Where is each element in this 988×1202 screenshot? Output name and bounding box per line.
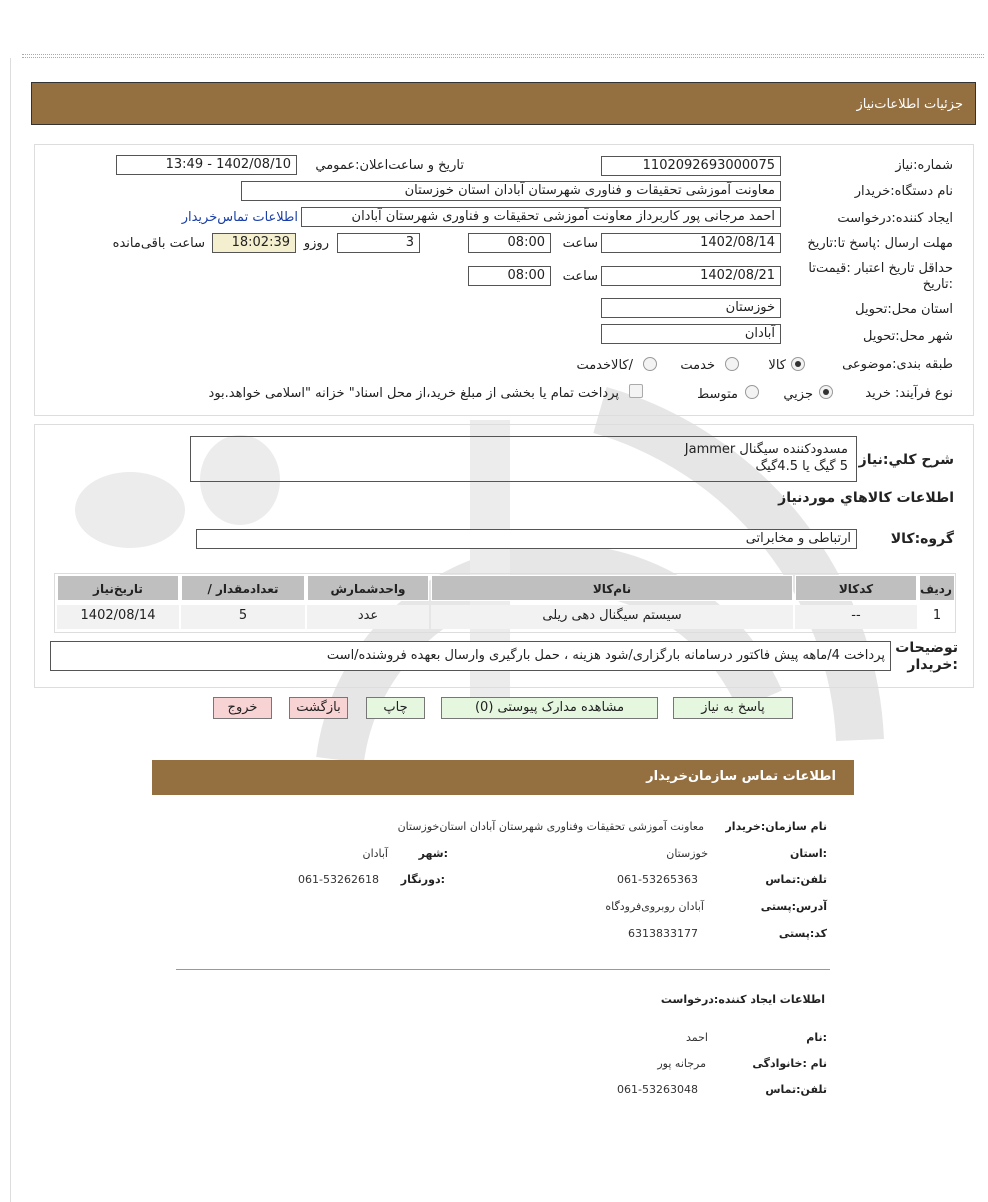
process-minor-radio[interactable] (819, 385, 833, 399)
buyer-notes-field: پرداخت 4/ماهه پیش فاکتور درسامانه بارگزاری/شود هزینه ، حمل بارگیری وارسال بعهده فروشنده/است (50, 641, 891, 671)
page-title: جزئیات اطلاعات‌نیاز (856, 97, 963, 112)
exit-button[interactable]: خروج (213, 697, 272, 719)
announce-date-field: 1402/08/10 - 13:49 (116, 155, 297, 175)
contact-address-label: آدرس:پستی (760, 900, 827, 913)
creator-label: ایجاد کننده:درخواست (837, 211, 953, 226)
summary-line-1: مسدودکننده سیگنال Jammer (684, 442, 848, 457)
need-number-field: 1102092693000075 (601, 156, 781, 176)
summary-line-2: 5 گیگ یا 4.5گیگ (755, 459, 848, 474)
category-service-radio[interactable] (725, 357, 739, 371)
validity-time-field: 08:00 (468, 266, 551, 286)
cell-row: 1 (919, 605, 955, 629)
col-header-date: تاریخ‌نیاز (57, 575, 179, 601)
days-field: 3 (337, 233, 420, 253)
goods-info-heading: اطلاعات کالاهاي مورد‌نیاز (778, 490, 954, 506)
category-goods-radio[interactable] (791, 357, 805, 371)
category-label: طبقه بندی:موضوعی (842, 357, 953, 372)
process-label: نوع فرآیند: خرید (865, 386, 953, 401)
col-header-code: کدکالا (795, 575, 917, 601)
buyer-notes-label: توضیحات :خریدار (895, 640, 958, 673)
contact-city-label: :شهر (418, 847, 448, 860)
deadline-time-label: ساعت (562, 236, 598, 251)
days-label: روزو (303, 236, 329, 251)
cell-quantity: 5 (181, 605, 305, 629)
summary-box (190, 436, 857, 482)
city-field: آبادان (601, 324, 781, 344)
process-medium-radio[interactable] (745, 385, 759, 399)
contact-phone-label: تلفن:تماس (765, 873, 827, 886)
deadline-time-field: 08:00 (468, 233, 551, 253)
col-header-row: ردیف (919, 575, 955, 601)
buyer-contact-title: اطلاعات تماس سازمان‌خریدار (646, 769, 836, 784)
creator-field: احمد مرجانی پور کاربرداز معاونت آموزشی تحقیقات و فناوری شهرستان آبادان (301, 207, 781, 227)
validity-label: حداقل تاریخ اعتبار :قیمت‌تا :تاریخ (808, 261, 953, 292)
creator-family-label: نام :خانوادگی (752, 1057, 827, 1070)
cell-code: -- (795, 605, 917, 629)
buyer-org-label: نام دستگاه:خریدار (854, 184, 953, 199)
creator-family-value: مرجانه پور (657, 1057, 706, 1070)
creator-name-label: :نام (806, 1031, 827, 1044)
left-border (10, 58, 11, 1202)
remaining-time-field: 18:02:39 (212, 233, 296, 253)
province-label: استان محل:تحویل (855, 302, 953, 317)
goods-group-label: گروه:کالا (890, 531, 954, 547)
creator-phone-label: تلفن:تماس (765, 1083, 827, 1096)
treasury-payment-checkbox[interactable] (629, 384, 643, 398)
province-field: خوزستان (601, 298, 781, 318)
summary-label: شرح کلي:نیاز (858, 452, 954, 468)
creator-name-value: احمد (686, 1031, 708, 1044)
category-goods-service-label: /کالاخدمت (576, 358, 633, 373)
contact-postal-label: کد:پستی (778, 927, 827, 940)
creator-phone-value: 061-53263048 (617, 1083, 698, 1096)
contact-postal-value: 6313833177 (628, 927, 698, 940)
city-label: شهر محل:تحویل (863, 329, 953, 344)
process-medium-label: متوسط (697, 387, 738, 402)
validity-time-label: ساعت (562, 269, 598, 284)
cell-unit: عدد (307, 605, 429, 629)
need-number-label: شماره:نیاز (895, 158, 953, 173)
contact-province-label: :استان (790, 847, 827, 860)
creator-section-title: اطلاعات ایجاد کننده:درخواست (660, 993, 825, 1006)
buyer-contact-header (152, 760, 854, 795)
back-button[interactable]: بازگشت (289, 697, 348, 719)
category-goods-label: کالا (768, 358, 786, 373)
org-name-label: نام سازمان:خریدار (725, 820, 827, 833)
col-header-unit: واحدشمارش (307, 575, 429, 601)
page-header (31, 82, 976, 125)
category-goods-service-radio[interactable] (643, 357, 657, 371)
contact-phone-value: 061-53265363 (617, 873, 698, 886)
col-header-quantity: / تعدادمقدار (181, 575, 305, 601)
remaining-time-label: ساعت باقی‌مانده (112, 236, 205, 251)
contact-fax-label: :دورنگار (400, 873, 445, 886)
announce-date-label: تاریخ و ساعت‌اعلان:عمومي (315, 158, 464, 173)
validity-date-field: 1402/08/21 (601, 266, 781, 286)
category-service-label: خدمت (680, 358, 715, 373)
print-button[interactable]: چاپ (366, 697, 425, 719)
goods-group-field: ارتباطی و مخابراتی (196, 529, 857, 549)
reply-button[interactable]: پاسخ به نیاز (673, 697, 793, 719)
contact-divider (176, 969, 830, 970)
view-attachments-button[interactable]: مشاهده مدارک پیوستی (0) (441, 697, 658, 719)
buyer-org-field: معاونت آموزشی تحقیقات و فناوری شهرستان آبادان استان خوزستان (241, 181, 781, 201)
deadline-date-field: 1402/08/14 (601, 233, 781, 253)
col-header-name: نام‌کالا (431, 575, 793, 601)
cell-date: 1402/08/14 (57, 605, 179, 629)
contact-city-value: آبادان (362, 847, 388, 860)
contact-province-value: خوزستان (666, 847, 708, 860)
deadline-label: مهلت ارسال :پاسخ تا:تاریخ (807, 236, 953, 251)
cell-name: سیستم سیگنال دهی ریلی (431, 605, 793, 629)
process-minor-label: جزيي (783, 387, 813, 402)
goods-table (54, 573, 956, 633)
top-divider (22, 54, 984, 58)
buyer-contact-link[interactable]: اطلاعات تماس‌خریدار (181, 210, 298, 225)
contact-address-value: آبادان روبروی‌فرودگاه (605, 900, 704, 913)
contact-fax-value: 061-53262618 (298, 873, 379, 886)
treasury-payment-label: پرداخت تمام یا بخشی از مبلغ خرید،از محل اسناد" خزانه "اسلامی خواهد.بود (208, 386, 619, 401)
org-name-value: معاونت آموزشی تحقیقات وفناوری شهرستان آبادان استان‌خوزستان (397, 820, 704, 833)
